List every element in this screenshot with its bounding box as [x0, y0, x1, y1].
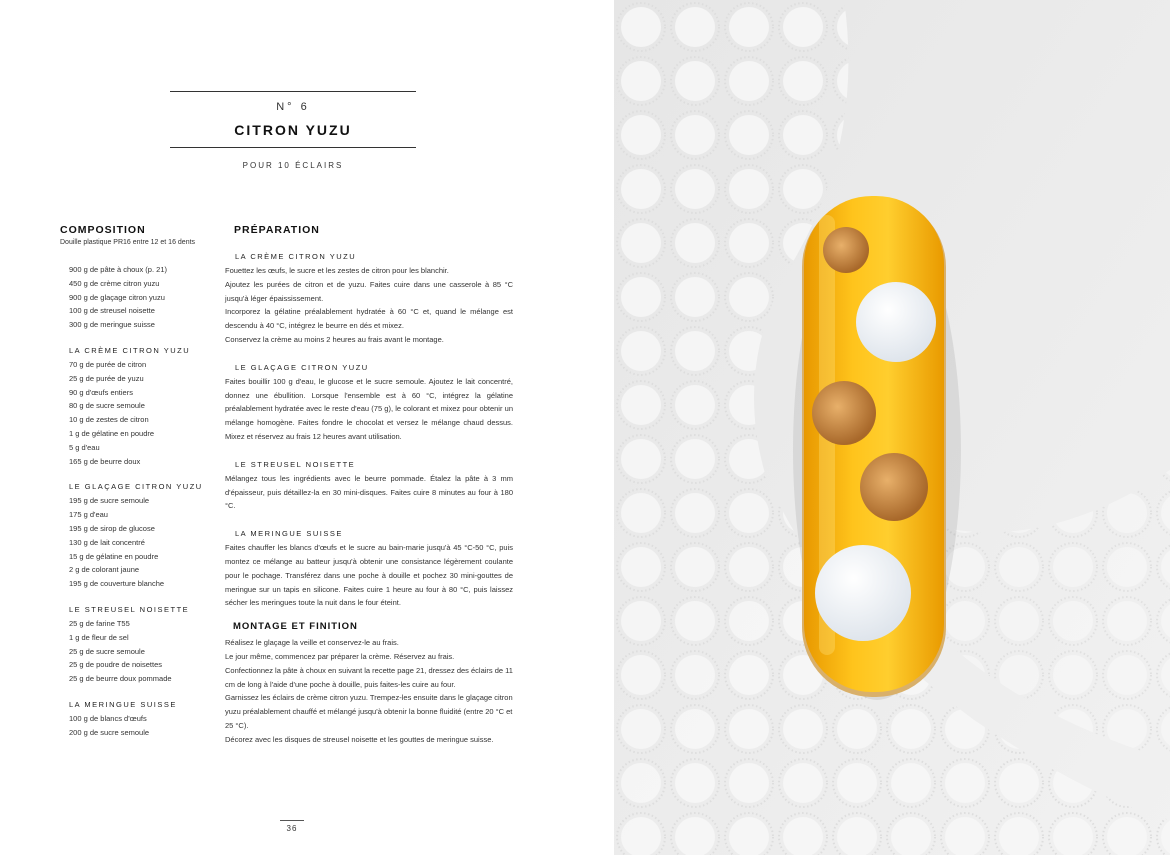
folio-rule — [280, 820, 304, 821]
ingredient-item: 100 g de streusel noisette — [69, 306, 155, 316]
ingredient-item: 90 g d'œufs entiers — [69, 387, 133, 397]
servings: POUR 10 ÉCLAIRS — [242, 161, 344, 170]
ingredient-group-meringue — [69, 698, 220, 740]
composition-column — [60, 224, 220, 740]
ingredient-group-title: LE STREUSEL NOISETTE — [69, 604, 190, 614]
ingredient-item: 900 g de glaçage citron yuzu — [69, 292, 165, 302]
ingredient-item: 10 g de zestes de citron — [69, 415, 149, 425]
piping-note: Douille plastique PR16 entre 12 et 16 dents — [60, 239, 196, 246]
ingredient-item: 1 g de fleur de sel — [69, 632, 129, 642]
composition-heading: COMPOSITION — [60, 224, 146, 236]
prep-section-streusel — [225, 458, 513, 471]
preparation-column — [225, 224, 513, 747]
ingredient-item: 100 g de blancs d'œufs — [69, 713, 147, 723]
ingredient-item: 1 g de gélatine en poudre — [69, 428, 155, 438]
prep-section-text: Faites bouillir 100 g d'eau, le glucose et le sucre semoule. Ajoutez le lait concentré, donnez une ébullition. Lorsque l'ensemble est à 60 °C, intégrez la gélatine préalablement hydratée avec le reste d'eau (75 g), le colorant et mixez pour obtenir un mélange homogène. Faites fondre le chocolat et versez le mélange chaud dessus. Mixez et réservez au frais 12 heures avant utilisation. — [225, 376, 513, 441]
ingredient-item: 450 g de crème citron yuzu — [69, 278, 160, 288]
prep-section-title: LE GLAÇAGE CITRON YUZU — [235, 362, 369, 372]
ingredient-group-creme — [69, 344, 220, 468]
photo-page — [614, 0, 1170, 855]
prep-section-title: LA CRÈME CITRON YUZU — [235, 252, 357, 261]
ingredient-item: 200 g de sucre semoule — [69, 727, 150, 737]
ingredient-item: 195 g de couverture blanche — [69, 579, 165, 589]
ingredient-item: 900 g de pâte à choux (p. 21) — [69, 265, 167, 274]
ingredient-group-title: LA MERINGUE SUISSE — [69, 699, 177, 709]
prep-section-text: Fouettez les œufs, le sucre et les zestes de citron pour les blanchir. Ajoutez les purées de citron et de yuzu. Faites cuire dans une casserole à 85 °C jusqu'à léger épaississement. Incorporez la gélatine préalablement hydratée à 60 °C et, quand le mélange est descendu à 40 °C, intégrez le beurre en dés et mixez. Conservez la crème au moins 2 heures au frais avant le montage. — [225, 266, 513, 344]
recipe-number: N° 6 — [276, 101, 310, 113]
page-number: 36 — [286, 824, 298, 833]
prep-section-creme — [225, 250, 513, 263]
ingredient-item: 70 g de purée de citron — [69, 359, 147, 369]
ingredient-item: 5 g d'eau — [69, 442, 100, 452]
eclair-photo — [614, 0, 1170, 855]
prep-section-glacage — [225, 361, 513, 374]
ingredient-item: 300 g de meringue suisse — [69, 320, 155, 330]
prep-section-meringue — [225, 527, 513, 540]
ingredient-item: 165 g de beurre doux — [69, 456, 141, 466]
ingredient-item: 195 g de sucre semoule — [69, 496, 150, 506]
ingredient-item: 25 g de beurre doux pommade — [69, 674, 172, 684]
ingredient-item: 25 g de sucre semoule — [69, 646, 145, 656]
ingredient-item: 2 g de colorant jaune — [69, 565, 140, 575]
title-rule-bottom — [170, 147, 416, 148]
ingredient-item: 25 g de poudre de noisettes — [69, 660, 162, 670]
montage-text: Réalisez le glaçage la veille et conservez-le au frais. Le jour même, commencez par préparer la crème. Réservez au frais. Confectionnez la pâte à choux en suivant la recette page 21, dressez des éclairs de 11 cm de long à l'aide d'une poche à douille, puis faites-les cuire au four. Garnissez les éclairs de crème citron yuzu. Trempez-les ensuite dans le glaçage citron yuzu préalablement chauffé et mélangé jusqu'à obtenir la bonne fluidité (entre 20 °C et 25 °C). Décorez avec les disques de streusel noisette et les gouttes de meringue suisse. — [225, 638, 513, 744]
ingredient-group-glacage — [69, 480, 220, 591]
ingredient-item: 130 g de lait concentré — [69, 537, 145, 547]
ingredient-group-streusel — [69, 603, 220, 686]
ingredient-item: 25 g de purée de yuzu — [69, 373, 144, 383]
title-rule-top — [170, 91, 416, 92]
ingredient-item: 15 g de gélatine en poudre — [69, 551, 159, 561]
ingredient-item: 25 g de farine T55 — [69, 618, 130, 628]
ingredient-item: 175 g d'eau — [69, 510, 108, 520]
ingredient-group-title: LA CRÈME CITRON YUZU — [69, 345, 191, 355]
montage-section — [225, 620, 513, 746]
montage-heading: MONTAGE ET FINITION — [233, 621, 358, 633]
prep-section-title: LA MERINGUE SUISSE — [235, 529, 343, 539]
ingredient-item: 80 g de sucre semoule — [69, 401, 145, 411]
prep-section-text: Mélangez tous les ingrédients avec le beurre pommade. Étalez la pâte à 3 mm d'épaisseur, puis détaillez-la en 30 mini-disques. Faites cuire 8 minutes au four à 180 °C. — [225, 473, 513, 511]
prep-section-title: LE STREUSEL NOISETTE — [235, 459, 356, 469]
prep-section-text: Faites chauffer les blancs d'œufs et le sucre au bain-marie jusqu'à 45 °C-50 °C, puis montez ce mélange au batteur jusqu'à obtenir une consistance légèrement coulante pour le pochage. Transférez dans une poche à douille et pochez 30 mini-gouttes de meringue sur un tapis en silicone. Faites cuire 1 heure au four à 80 °C, puis laissez sécher les meringues toute la nuit dans le four éteint. — [225, 543, 513, 608]
preparation-heading: PRÉPARATION — [234, 224, 320, 236]
recipe-title: CITRON YUZU — [234, 122, 352, 138]
ingredient-group-title: LE GLAÇAGE CITRON YUZU — [69, 482, 203, 492]
ingredient-item: 195 g de sirop de glucose — [69, 523, 155, 533]
ingredient-group-main — [69, 263, 220, 332]
